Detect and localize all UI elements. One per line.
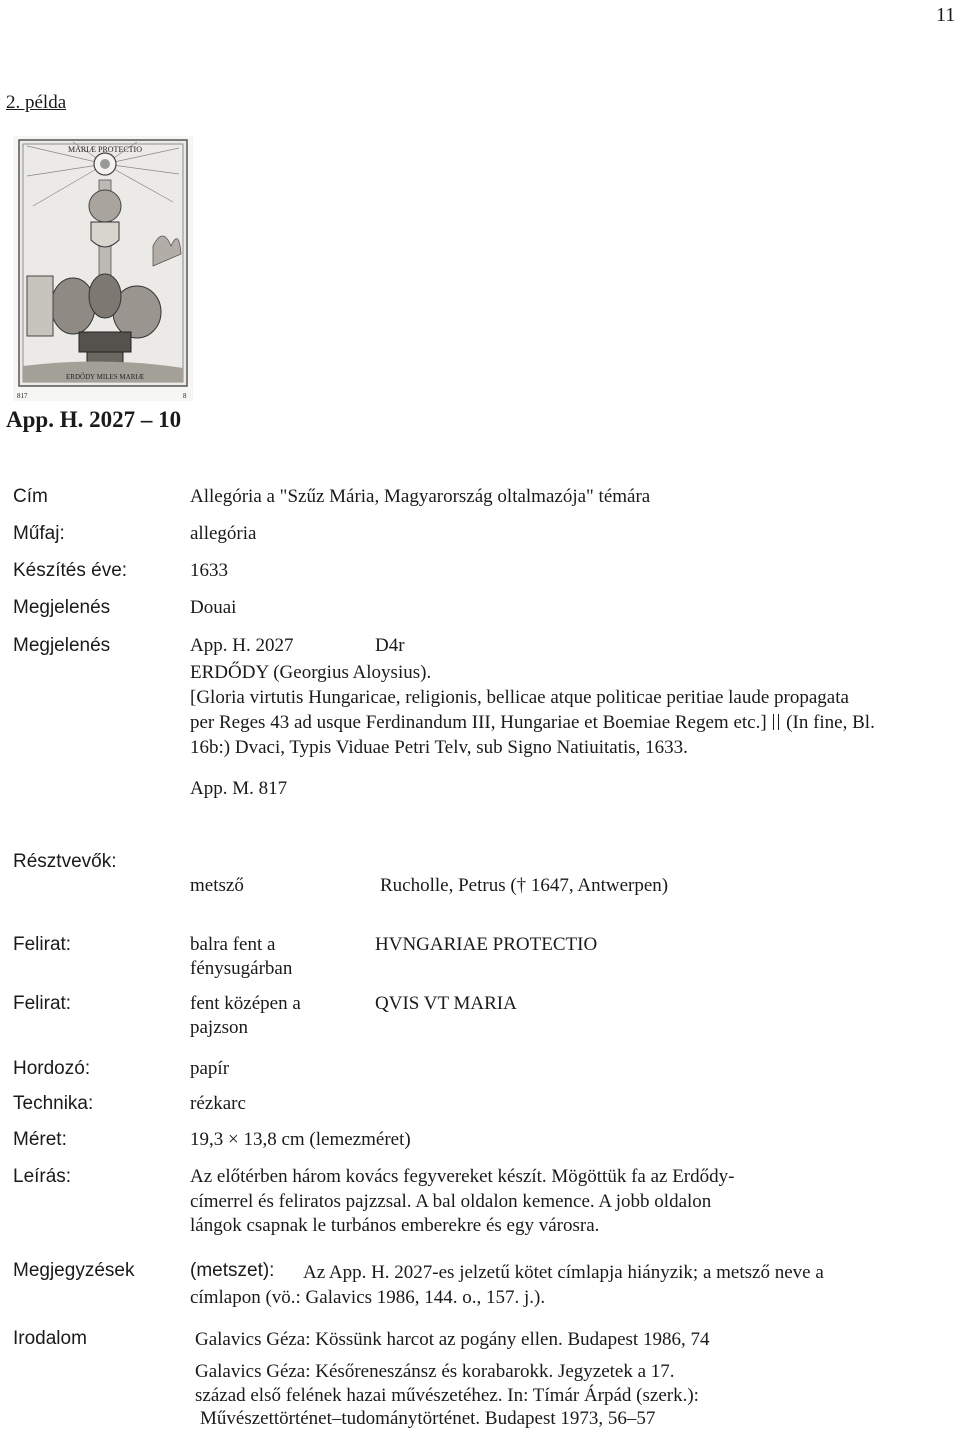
literature-item-2-line3: Művészettörténet–tudománytörténet. Budapest 1973, 56–57 (200, 1408, 656, 1429)
notes-line1: Az App. H. 2027-es jelzetű kötet címlapja hiányzik; a metsző neve a (303, 1262, 824, 1283)
support-value: papír (190, 1058, 230, 1079)
literature-item-2-line2: század első felének hazai művészetéhez. In: Tímár Árpád (szerk.): (195, 1385, 699, 1406)
separator-bar (778, 714, 779, 730)
publication2-line2 (190, 711, 875, 735)
title-label: Cím (13, 486, 48, 507)
genre-value: allegória (190, 523, 257, 544)
literature-item-1: Galavics Géza: Kössünk harcot az pogány ellen. Budapest 1986, 74 (195, 1329, 710, 1350)
record-heading: App. H. 2027 – 10 (6, 407, 182, 432)
page-number: 11 (936, 4, 956, 26)
literature-label: Irodalom (13, 1328, 87, 1349)
participant-role: metsző (190, 875, 244, 896)
notes-line2: címlapon (vö.: Galavics 1986, 144. o., 157. j.). (190, 1287, 546, 1308)
inscription2-label: Felirat: (13, 993, 72, 1014)
publication-value: Douai (190, 597, 237, 618)
participants-label: Résztvevők: (13, 851, 117, 872)
inscription1-text: HVNGARIAE PROTECTIO (375, 934, 598, 955)
genre-label: Műfaj: (13, 523, 65, 544)
inscription1-label: Felirat: (13, 934, 72, 955)
inscription2-position-a: fent középen a (190, 993, 301, 1014)
figure-top-inscription: MARIÆ PROTECTIO (67, 145, 143, 154)
publication2-label: Megjelenés (13, 635, 111, 656)
inscription2-text: QVIS VT MARIA (375, 993, 517, 1014)
engraving-image (13, 136, 193, 401)
participant-name: Rucholle, Petrus († 1647, Antwerpen) (380, 875, 669, 896)
notes-label: Megjegyzések (13, 1260, 135, 1281)
inscription1-position-a: balra fent a (190, 934, 276, 955)
description-label: Leírás: (13, 1166, 72, 1187)
publication2-signature: D4r (375, 635, 405, 656)
description-line1: Az előtérben három kovács fegyvereket készít. Mögöttük fa az Erdődy- (190, 1166, 735, 1187)
support-label: Hordozó: (13, 1058, 91, 1079)
publication2-line3: 16b:) Dvaci, Typis Viduae Petri Telv, sub Signo Natiuitatis, 1633. (190, 737, 688, 758)
publication2-ref: App. H. 2027 (190, 635, 294, 656)
publication2-author: ERDŐDY (Georgius Aloysius). (190, 662, 432, 683)
size-label: Méret: (13, 1129, 67, 1150)
inscription2-position-b: pajzson (190, 1017, 249, 1038)
publication-label: Megjelenés (13, 597, 111, 618)
year-value: 1633 (190, 560, 228, 581)
publication2-line2-b: (In fine, Bl. (786, 712, 875, 733)
size-value: 19,3 × 13,8 cm (lemezméret) (190, 1129, 411, 1150)
notes-sublabel: (metszet): (190, 1260, 275, 1281)
description-line2: címerrel és feliratos pajzzsal. A bal oldalon kemence. A jobb oldalon (190, 1191, 712, 1212)
figure-right-mark: 8 (183, 392, 187, 400)
figure-bottom-inscription: ERDŐDY MILES MARIÆ (66, 373, 144, 381)
publication2-app: App. M. 817 (190, 778, 288, 799)
publication2-line2-a: per Reges 43 ad usque Ferdinandum III, Hungariae et Boemiae Regem etc.] (190, 712, 767, 733)
separator-bar (773, 714, 774, 730)
technique-label: Technika: (13, 1093, 94, 1114)
example-link[interactable]: 2. példa (6, 92, 67, 113)
publication2-line1: [Gloria virtutis Hungaricae, religionis, bellicae atque politicae peritiae laude propagata (190, 687, 849, 708)
year-label: Készítés éve: (13, 560, 128, 581)
inscription1-position-b: fénysugárban (190, 958, 293, 979)
title-value: Allegória a "Szűz Mária, Magyarország oltalmazója" témára (190, 486, 651, 507)
description-line3: lángok csapnak le turbános emberekre és egy városra. (190, 1215, 600, 1236)
figure-left-mark: 817 (17, 392, 28, 400)
technique-value: rézkarc (190, 1093, 246, 1114)
literature-item-2-line1: Galavics Géza: Későreneszánsz és korabarokk. Jegyzetek a 17. (195, 1361, 675, 1382)
